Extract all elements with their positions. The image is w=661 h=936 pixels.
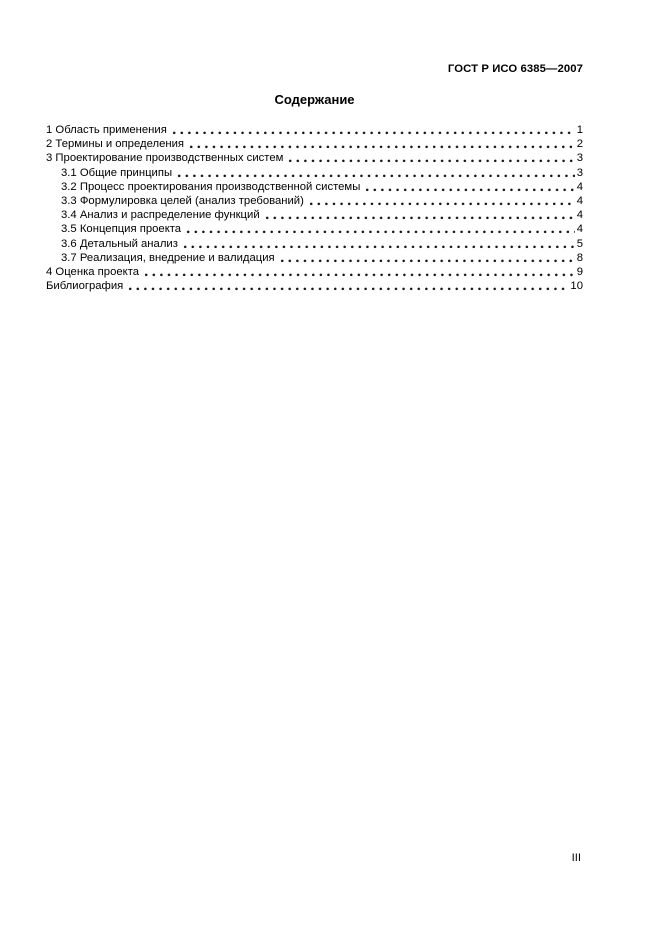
toc-entry-page: 9: [576, 265, 583, 278]
toc-dot-leader: [144, 265, 575, 279]
toc-entry: [46, 251, 583, 265]
toc-entry-label: 3.1 Общие принципы: [61, 166, 173, 179]
toc-entry: [46, 208, 583, 222]
toc-entry-page: 8: [576, 251, 583, 264]
toc-dot-leader: [183, 237, 575, 251]
toc-dot-leader: [128, 279, 568, 293]
toc-dot-leader: [186, 222, 575, 236]
toc-entry: [46, 194, 583, 208]
toc-entry-page: 3: [576, 152, 583, 165]
toc-entry-label: 1 Область применения: [46, 124, 167, 136]
toc-entry-label: 3.2 Процесс проектирования производственной системы: [61, 180, 361, 193]
toc-entry-page: 5: [576, 237, 583, 250]
toc-entry-label: 3.5 Концепция проекта: [61, 223, 182, 236]
toc-dot-leader: [177, 166, 575, 180]
toc-entry-page: 4: [576, 209, 583, 222]
footer-page-number: III: [571, 852, 581, 864]
toc-entry: [46, 166, 583, 180]
toc-entry-page: 2: [576, 138, 583, 151]
toc-dot-leader: [189, 137, 575, 151]
toc-dot-leader: [288, 151, 574, 165]
toc-dot-leader: [309, 194, 575, 208]
toc-entry-page: 4: [576, 223, 583, 236]
toc-entry-page: 4: [576, 180, 583, 193]
toc-entry: [46, 222, 583, 236]
document-code: ГОСТ Р ИСО 6385—2007: [447, 63, 583, 75]
page-title: Содержание: [274, 92, 355, 107]
toc-entry-label: Библиография: [46, 280, 124, 293]
table-of-contents: [46, 123, 583, 293]
toc-entry: [46, 265, 583, 279]
toc-entry-label: 2 Термины и определения: [46, 138, 185, 151]
toc-entry: [46, 123, 583, 137]
toc-entry-label: 3.6 Детальный анализ: [61, 237, 178, 250]
toc-entry-label: 3.3 Формулировка целей (анализ требований): [61, 194, 304, 207]
toc-dot-leader: [265, 208, 575, 222]
toc-entry: [46, 151, 583, 165]
toc-entry: [46, 180, 583, 194]
toc-entry: [46, 237, 583, 251]
toc-entry-label: 3.7 Реализация, внедрение и валидация: [61, 251, 275, 264]
toc-entry-label: 3.4 Анализ и распределение функций: [61, 209, 260, 222]
toc-entry-page: 10: [570, 280, 583, 293]
toc-entry-page: 3: [576, 166, 583, 179]
toc-entry-label: 4 Оценка проекта: [46, 265, 140, 278]
toc-dot-leader: [172, 123, 575, 137]
toc-dot-leader: [280, 251, 575, 265]
toc-entry-page: 4: [576, 194, 583, 207]
toc-entry-label: 3 Проектирование производственных систем: [46, 152, 284, 165]
toc-dot-leader: [365, 180, 574, 194]
toc-entry: [46, 279, 583, 293]
toc-entry: [46, 137, 583, 151]
toc-entry-page: 1: [576, 124, 583, 136]
